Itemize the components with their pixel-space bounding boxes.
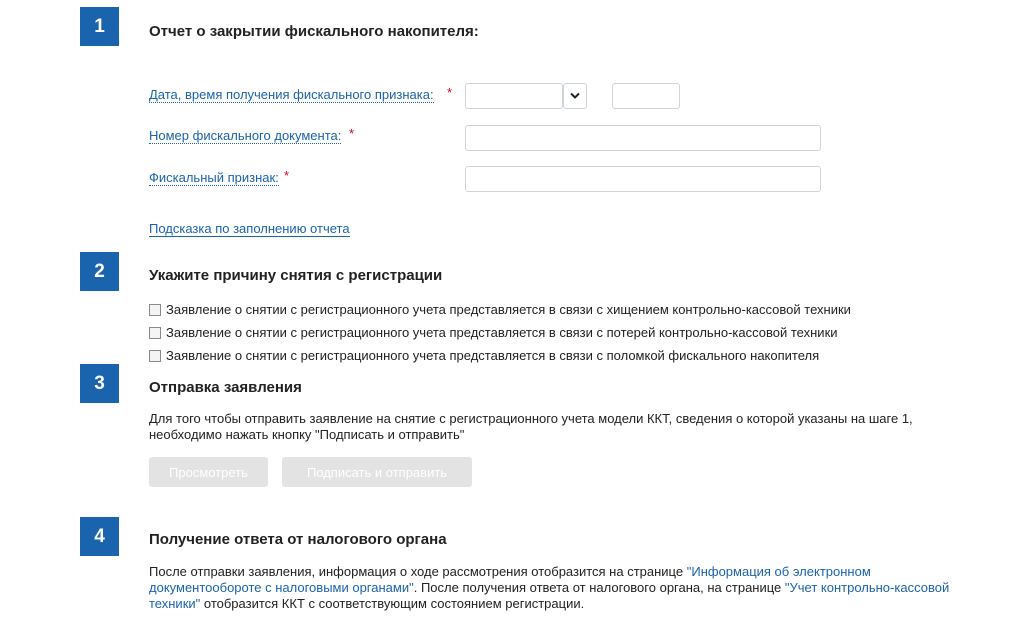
reason-label: Заявление о снятии с регистрационного учета представляется в связи с поломкой фискального накопителя: [166, 348, 820, 363]
fiscal-sign-label[interactable]: Фискальный признак:: [149, 170, 279, 185]
kkt-accounting-link[interactable]: "Учет контрольно-кассовой: [784, 580, 950, 595]
reason-label: Заявление о снятии с регистрационного учета представляется в связи с хищением контрольно-кассовой техники: [166, 302, 851, 317]
required-mark: *: [284, 168, 290, 183]
step-4-badge: 4: [80, 517, 119, 556]
sign-and-send-button[interactable]: Подписать и отправить: [282, 457, 472, 487]
reason-label: Заявление о снятии с регистрационного учета представляется в связи с потерей контрольно-кассовой техники: [166, 325, 838, 340]
info-line: [149, 564, 1009, 580]
edo-info-link[interactable]: [149, 580, 414, 595]
date-dropdown-button[interactable]: [563, 83, 587, 109]
link-quote: ": [409, 580, 414, 595]
info-line: [149, 596, 1009, 612]
reason-loss-option[interactable]: [149, 325, 838, 340]
reason-breakdown-option[interactable]: [149, 348, 819, 363]
step-2-badge: 2: [80, 252, 119, 291]
checkbox[interactable]: [149, 304, 161, 316]
kkt-accounting-link[interactable]: техники": [149, 596, 201, 611]
step-3-title: Отправка заявления: [149, 379, 302, 396]
info-text: После отправки заявления, информация о ходе рассмотрения отобразится на странице: [149, 564, 687, 579]
instruction-line: Для того чтобы отправить заявление на снятие с регистрационного учета модели ККТ, сведения о которой указаны на шаге 1,: [149, 411, 913, 426]
checkbox[interactable]: [149, 350, 161, 362]
info-text: . После получения ответа от налогового органа, на странице: [413, 580, 785, 595]
reason-theft-option[interactable]: [149, 302, 851, 317]
link-text: документообороте с налоговыми органами: [149, 580, 410, 595]
date-input[interactable]: [465, 83, 563, 109]
chevron-down-icon: [570, 92, 580, 100]
time-input[interactable]: [612, 83, 680, 109]
doc-number-label[interactable]: Номер фискального документа:: [149, 128, 342, 143]
required-mark: *: [349, 126, 355, 141]
step-4-title: Получение ответа от налогового органа: [149, 531, 447, 548]
instruction-line: необходимо нажать кнопку "Подписать и отправить": [149, 427, 465, 442]
fiscal-sign-input[interactable]: [465, 166, 821, 192]
checkbox[interactable]: [149, 327, 161, 339]
preview-button[interactable]: Просмотреть: [149, 457, 268, 487]
response-info: [149, 564, 1009, 612]
step-3-badge: 3: [80, 364, 119, 403]
send-instructions: [149, 411, 913, 443]
link-text: Информация об электронном: [691, 564, 871, 579]
date-time-label[interactable]: Дата, время получения фискального признака:: [149, 87, 434, 102]
edo-info-link[interactable]: [687, 564, 871, 579]
step-2-title: Укажите причину снятия с регистрации: [149, 267, 443, 284]
info-line: [149, 580, 1009, 596]
doc-number-input[interactable]: [465, 125, 821, 151]
step-1-badge: 1: [80, 7, 119, 46]
step-1-title: Отчет о закрытии фискального накопителя:: [149, 23, 479, 40]
fill-hint-link[interactable]: Подсказка по заполнению отчета: [149, 221, 350, 236]
link-quote: ": [686, 564, 692, 579]
info-text: отобразится ККТ с соответствующим состоянием регистрации.: [200, 596, 585, 611]
required-mark: *: [447, 85, 453, 100]
